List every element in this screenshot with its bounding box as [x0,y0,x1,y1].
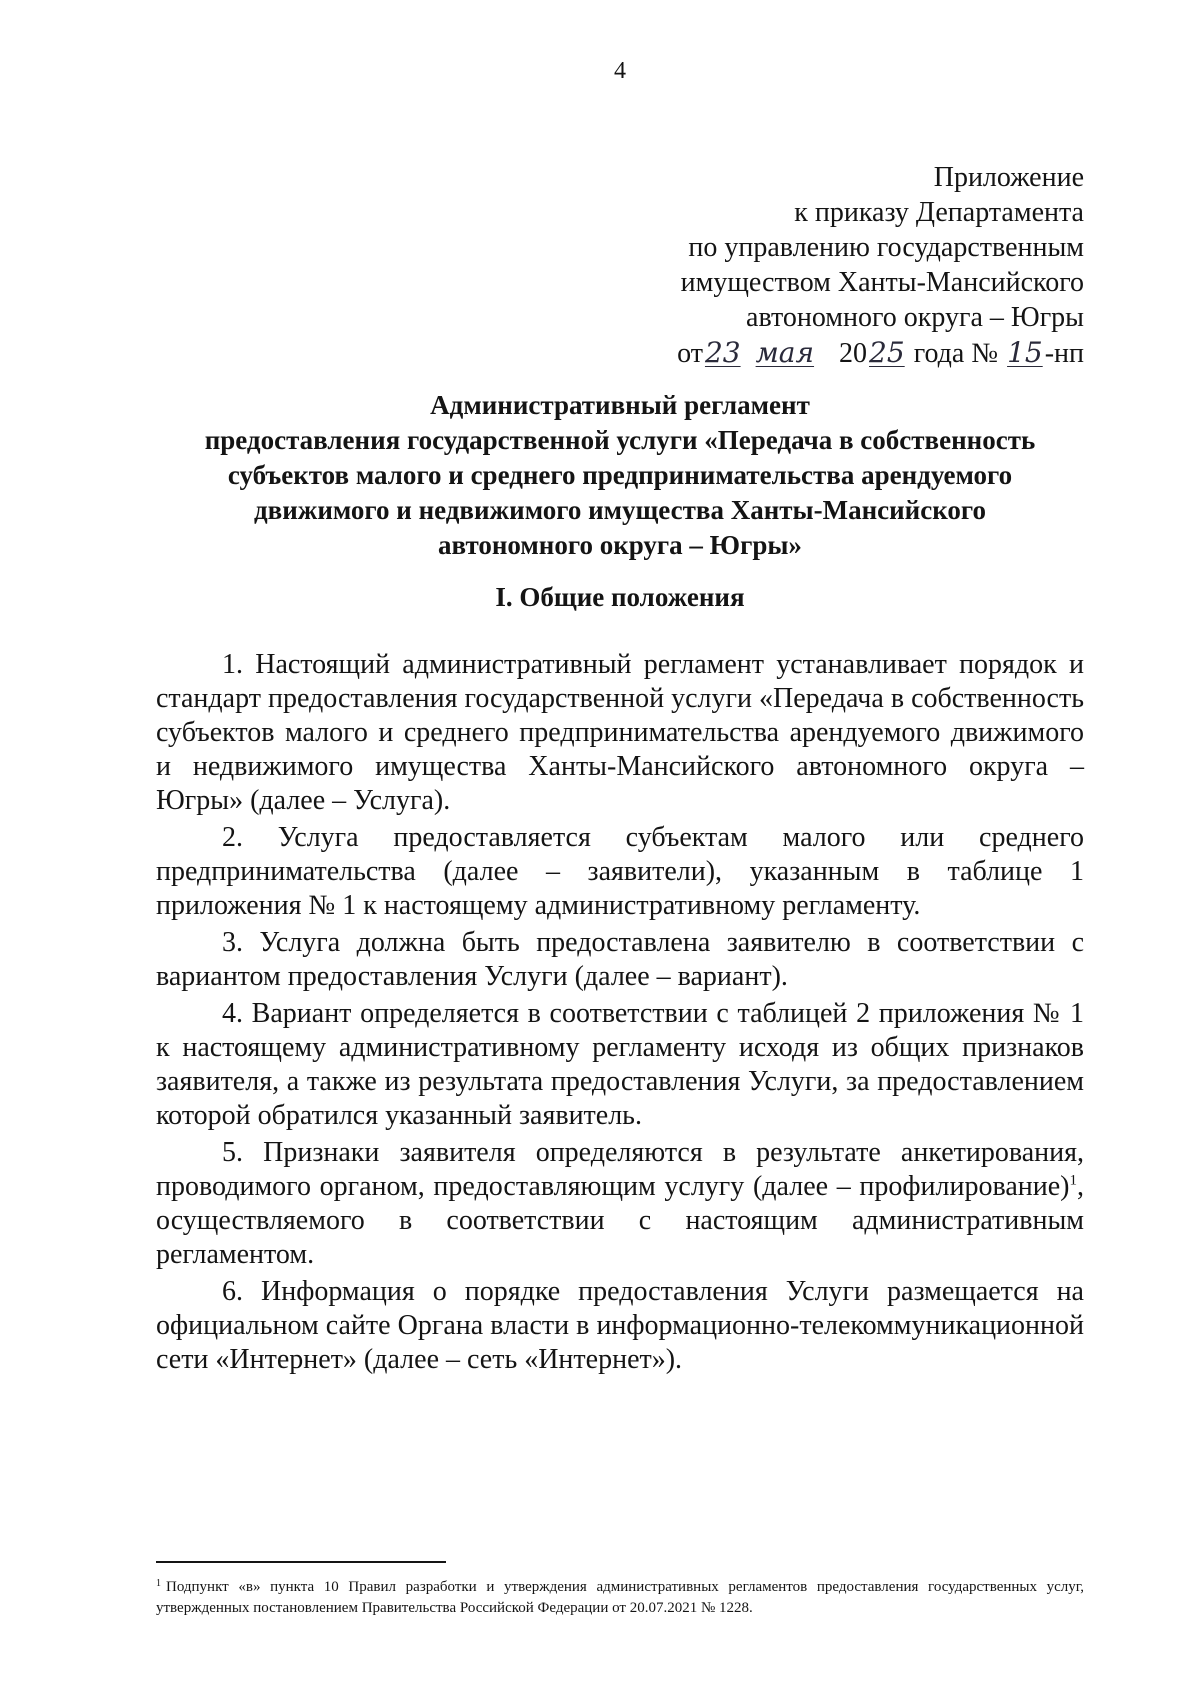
section-heading: I. Общие положения [495,582,745,612]
annex-line-property: имуществом Ханты-Мансийского [680,267,1084,298]
annex-year-word: года № [913,338,999,369]
title-line-3: субъектов малого и среднего предпринимательства арендуемого [227,460,1013,490]
handwritten-order-number: 15 [1007,336,1043,369]
paragraph-6: 6. Информация о порядке предоставления Услуги размещается на официальном сайте Органа власти в информационно-телекоммуникационной сети «Интернет» (далее – сеть «Интернет»). [156,1276,1084,1375]
annex-line-order: к приказу Департамента [794,197,1084,228]
title-line-4: движимого и недвижимого имущества Ханты-Мансийского [253,495,987,525]
paragraph-4: 4. Вариант определяется в соответствии с таблицей 2 приложения № 1 к настоящему административному регламенту исходя из общих признаков заявителя, а также из результата предоставления Услуги, за предоставлением которой обратился указанный заявитель. [156,998,1084,1131]
document-title [100,388,1140,563]
annex-date-prefix: от [677,338,703,369]
handwritten-month: мая [755,336,815,369]
annex-order-suffix: -нп [1044,338,1084,369]
footnote-divider [156,1561,446,1563]
paragraph-5 [156,1136,1084,1272]
footnote-reference: 1 [1069,1172,1077,1189]
footnote-mark: 1 [156,1578,161,1589]
annex-year-prefix: 20 [839,338,868,369]
paragraph-3: 3. Услуга должна быть предоставлена заявителю в соответствии с вариантом предоставления Услуги (далее – вариант). [156,927,1084,992]
page-number: 4 [614,58,626,84]
handwritten-day: 23 [704,336,741,369]
body-text [156,648,1084,1380]
paragraph-2: 2. Услуга предоставляется субъектам малого или среднего предпринимательства (далее – заявители), указанным в таблице 1 приложения № 1 к настоящему административному регламенту. [156,822,1084,921]
title-line-1: Административный регламент [430,390,810,420]
paragraph-1: 1. Настоящий административный регламент устанавливает порядок и стандарт предоставления государственной услуги «Передача в собственность субъектов малого и среднего предпринимательства арендуемого движимого и недвижимого имущества Ханты-Мансийского автономного округа – Югры» (далее – Услуга). [156,649,1084,816]
annex-line-department: по управлению государственным [688,232,1084,263]
annex-header [677,160,1084,371]
handwritten-year: 25 [869,336,905,369]
footnote [156,1573,1084,1619]
footnote-text: Подпункт «в» пункта 10 Правил разработки и утверждения административных регламентов предоставления государственных услуг, утвержденных постановлением Правительства Российской Федерации от 20.07.2021 № 1228. [156,1579,1084,1616]
annex-title: Приложение [933,162,1084,193]
paragraph-5-text-end: , осуществляемого в соответствии с настоящим административным регламентом. [156,1171,1084,1270]
annex-line-region: автономного округа – Югры [746,302,1084,333]
title-line-2: предоставления государственной услуги «Передача в собственность [204,425,1036,455]
annex-date-line [677,335,1084,371]
title-line-5: автономного округа – Югры» [438,530,802,560]
paragraph-5-text: 5. Признаки заявителя определяются в результате анкетирования, проводимого органом, предоставляющим услугу (далее – профилирование) [156,1137,1084,1202]
